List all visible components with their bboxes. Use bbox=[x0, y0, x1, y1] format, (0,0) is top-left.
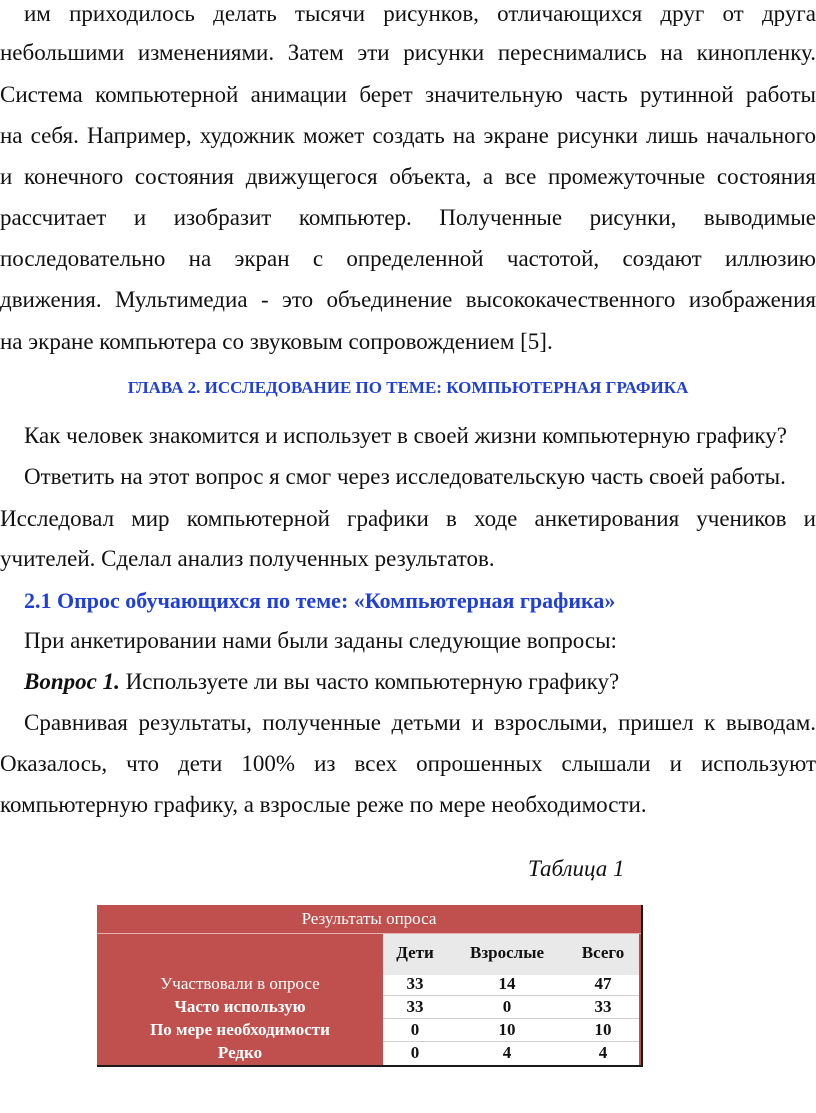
paragraph-line: им приходилось делать тысячи рисунков, отличающихся друг от друга bbox=[24, 1, 816, 26]
row-label: Часто использую bbox=[174, 997, 306, 1016]
paragraph-line: Оказалось, что дети 100% из всех опрошенных слышали и используют bbox=[0, 751, 816, 776]
paragraph-line: небольшими изменениями. Затем эти рисунки переснимались на кинопленку. bbox=[0, 40, 816, 65]
row-label: Участвовали в опросе bbox=[160, 974, 320, 993]
table-cell: 0 bbox=[502, 997, 512, 1016]
paragraph-line: Ответить на этот вопрос я смог через исследовательскую часть своей работы. bbox=[24, 464, 786, 489]
table-cell: 0 bbox=[410, 1020, 420, 1039]
table-cell: 10 bbox=[594, 1020, 612, 1039]
table-cell: 33 bbox=[594, 997, 612, 1016]
paragraph-line: Исследовал мир компьютерной графики в ходе анкетирования учеников и bbox=[0, 506, 816, 531]
paragraph-line: Как человек знакомится и использует в своей жизни компьютерную графику? bbox=[24, 423, 787, 448]
question-label: Вопрос 1. bbox=[24, 669, 120, 694]
column-header: Взрослые bbox=[469, 943, 545, 962]
table-cell: 0 bbox=[410, 1043, 420, 1062]
table-cell: 33 bbox=[406, 997, 424, 1016]
question-1 bbox=[24, 667, 816, 697]
column-header: Всего bbox=[581, 943, 625, 962]
paragraph-line: последовательно на экран с определенной частотой, создают иллюзию bbox=[0, 246, 816, 271]
paragraph-line: компьютерную графику, а взрослые реже по мере необходимости. bbox=[0, 792, 647, 817]
survey-intro: При анкетировании нами были заданы следующие вопросы: bbox=[24, 628, 617, 653]
paragraph-line: Система компьютерной анимации берет значительную часть рутинной работы bbox=[0, 82, 816, 107]
section-heading: 2.1 Опрос обучающихся по теме: «Компьютерная графика» bbox=[24, 588, 616, 613]
paragraph-line: учителей. Сделал анализ полученных результатов. bbox=[0, 546, 495, 571]
table-cell: 4 bbox=[598, 1043, 608, 1062]
paragraph-line: на экране компьютера со звуковым сопровождением [5]. bbox=[0, 329, 553, 354]
table-cell: 47 bbox=[594, 974, 612, 993]
paragraph-line: на себя. Например, художник может создать на экране рисунки лишь начального bbox=[0, 123, 816, 148]
paragraph-line: Сравнивая результаты, полученные детьми и взрослыми, пришел к выводам. bbox=[24, 710, 816, 735]
chapter-heading: ГЛАВА 2. ИССЛЕДОВАНИЕ ПО ТЕМЕ: КОМПЬЮТЕРНАЯ ГРАФИКА bbox=[127, 378, 689, 397]
table-cell: 33 bbox=[406, 974, 424, 993]
column-header: Дети bbox=[396, 943, 434, 962]
table-title: Результаты опроса bbox=[97, 905, 641, 934]
question-text: Используете ли вы часто компьютерную графику? bbox=[119, 669, 620, 694]
row-label: По мере необходимости bbox=[150, 1020, 330, 1039]
paragraph-line: движения. Мультимедиа - это объединение высококачественного изображения bbox=[0, 287, 816, 312]
table-cell: 14 bbox=[498, 974, 516, 993]
paragraph-line: и конечного состояния движущегося объекта, а все промежуточные состояния bbox=[0, 164, 816, 189]
results-table bbox=[97, 905, 643, 1067]
paragraph-line: рассчитает и изобразит компьютер. Полученные рисунки, выводимые bbox=[0, 205, 816, 230]
table-cell: 10 bbox=[498, 1020, 516, 1039]
table-caption: Таблица 1 bbox=[528, 856, 625, 881]
table-cell: 4 bbox=[502, 1043, 512, 1062]
row-label: Редко bbox=[217, 1043, 263, 1062]
